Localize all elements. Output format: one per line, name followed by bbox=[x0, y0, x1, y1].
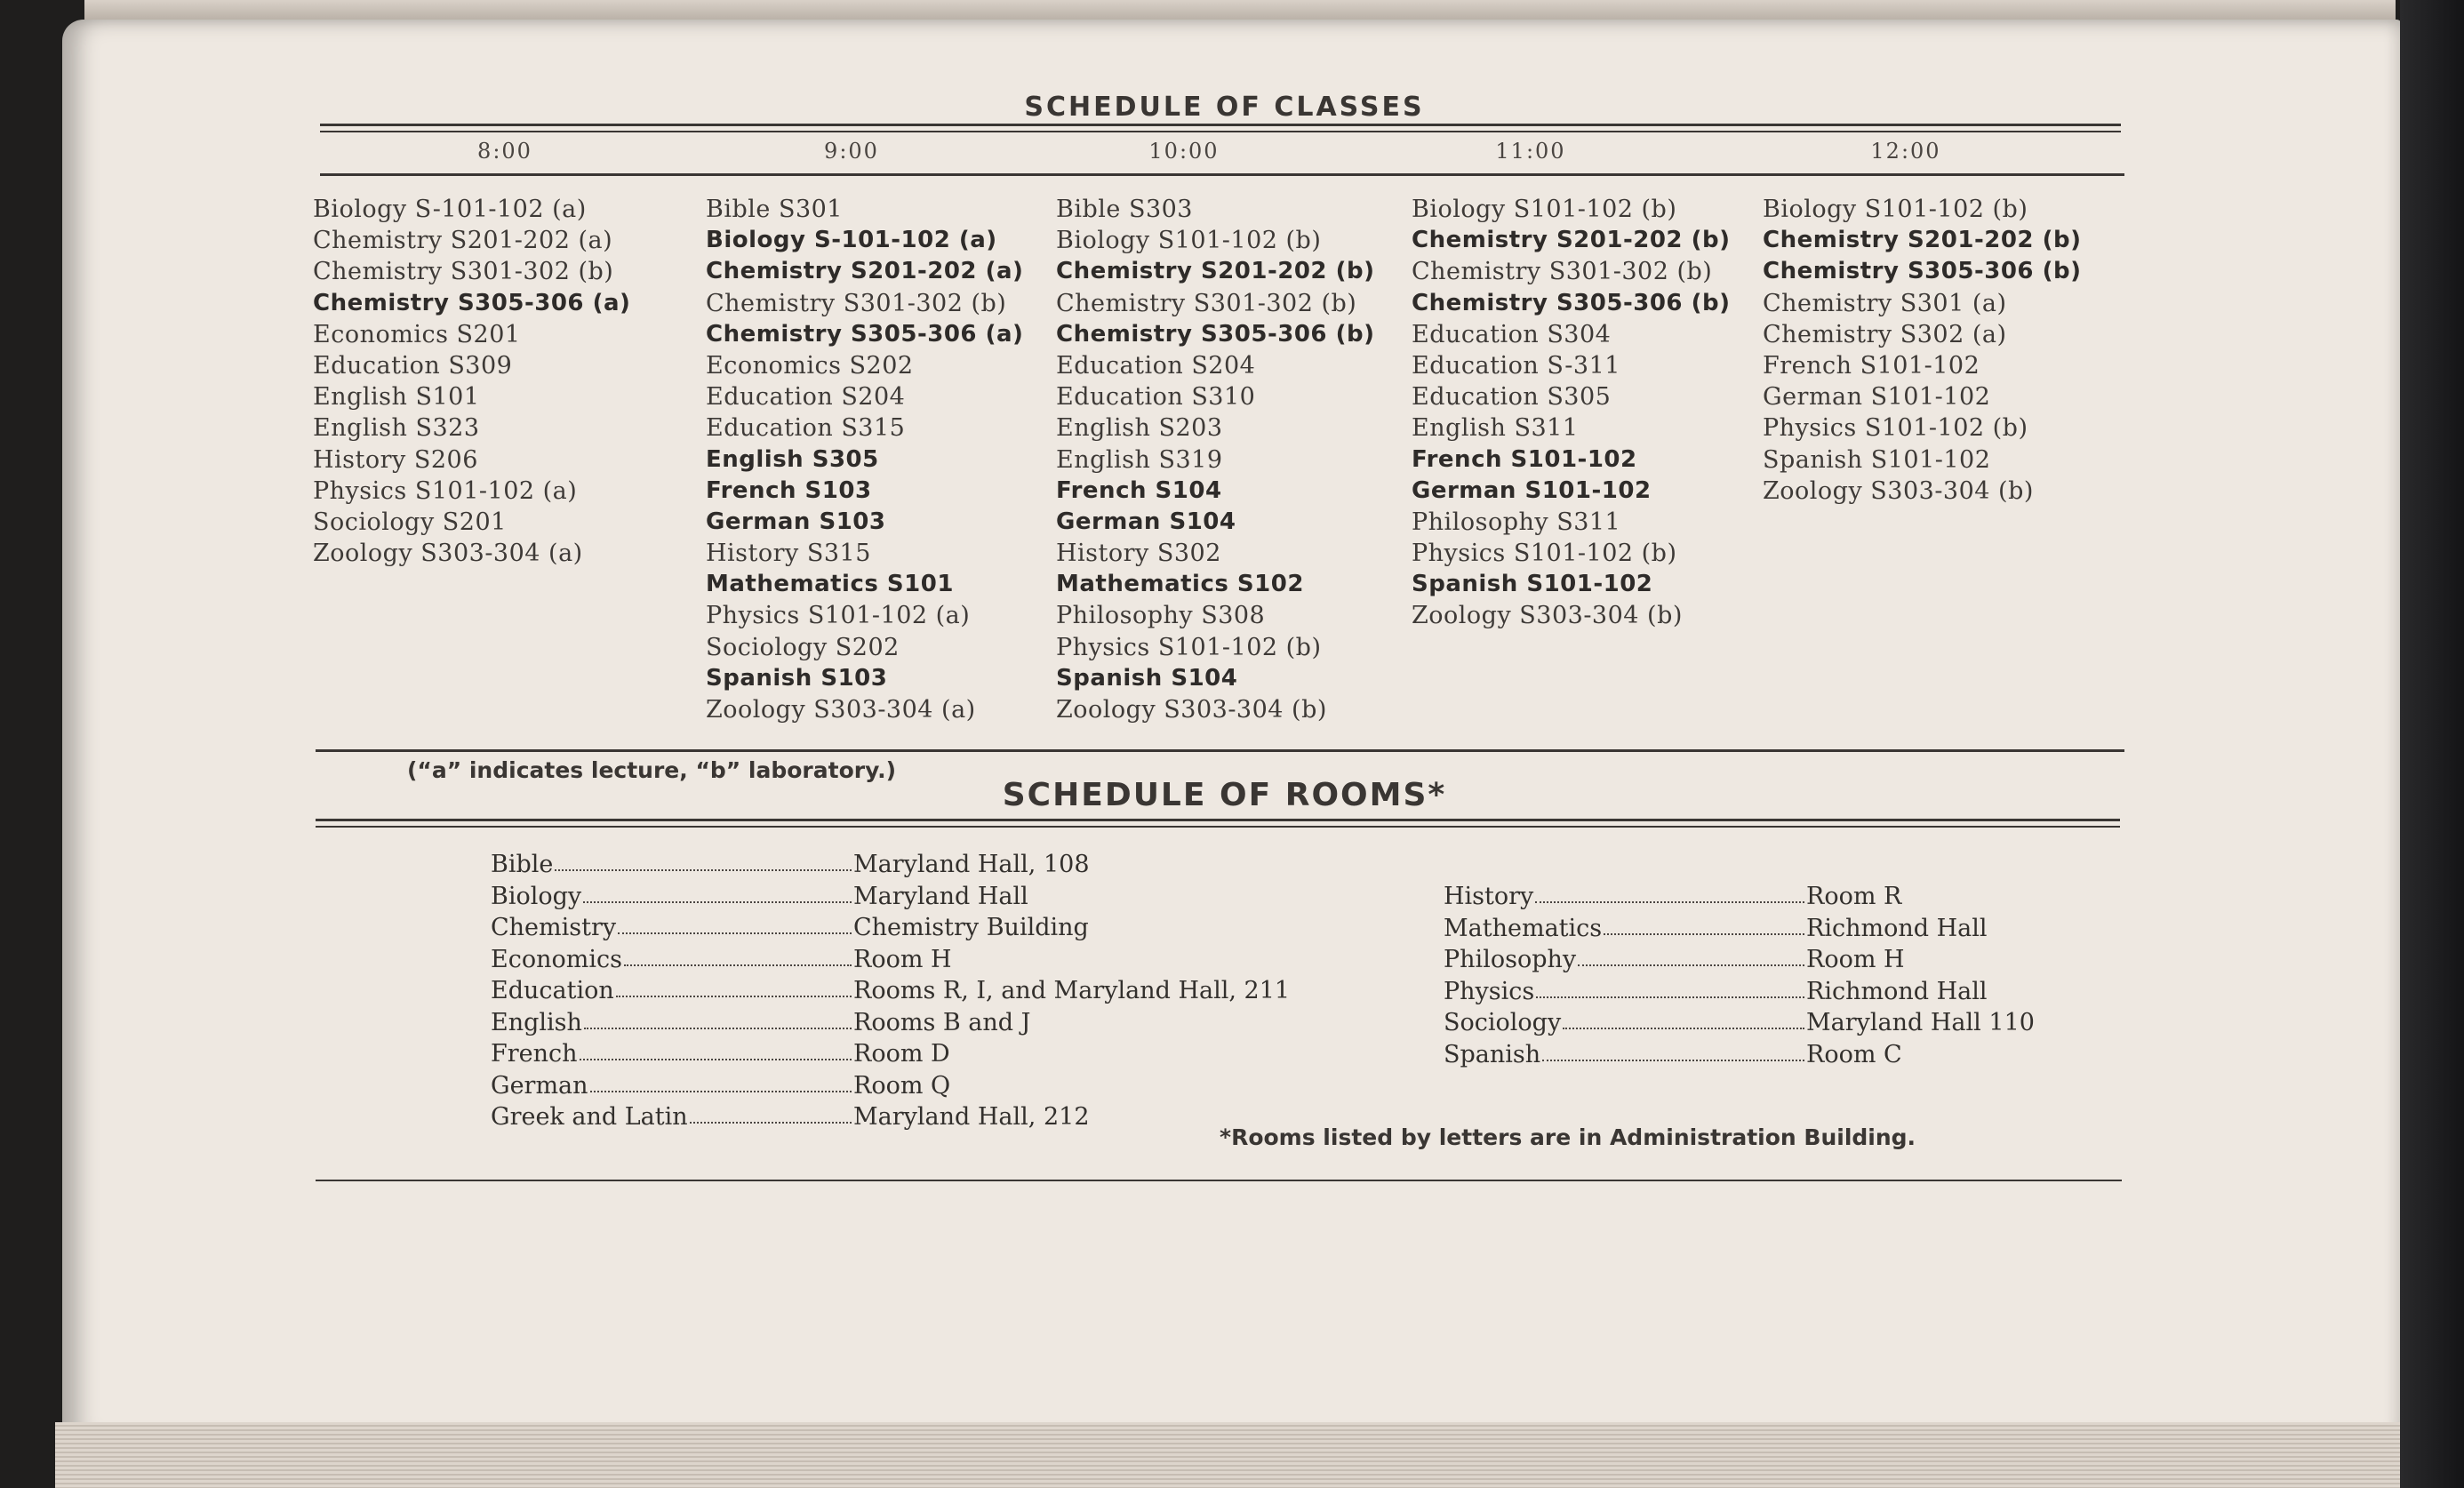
course-entry: Spanish S101-102 bbox=[1412, 571, 1653, 598]
dot-leader bbox=[555, 869, 852, 871]
course-entry: Chemistry S301-302 (b) bbox=[1412, 258, 1713, 286]
course-entry: Chemistry S305-306 (b) bbox=[1763, 258, 2082, 285]
room-subject: Sociology bbox=[1444, 1009, 1562, 1036]
course-entry: Spanish S101-102 bbox=[1763, 445, 1991, 474]
course-entry: French S101-102 bbox=[1763, 351, 1980, 380]
course-entry: German S101-102 bbox=[1412, 476, 1652, 504]
room-subject: French bbox=[491, 1040, 578, 1068]
dot-leader bbox=[624, 964, 852, 966]
course-entry: History S206 bbox=[313, 445, 478, 474]
room-location: Maryland Hall, 108 bbox=[853, 851, 1090, 878]
room-subject: Biology bbox=[491, 882, 582, 910]
course-entry: Bible S303 bbox=[1056, 196, 1193, 223]
course-entry: Zoology S303-304 (b) bbox=[1763, 476, 2034, 505]
room-subject: Bible bbox=[491, 851, 554, 878]
dot-leader bbox=[618, 932, 852, 934]
course-entry: Education S-311 bbox=[1412, 351, 1620, 380]
course-entry: Biology S-101-102 (a) bbox=[313, 196, 587, 223]
time-slot: 9:00 bbox=[824, 139, 879, 164]
room-location: Maryland Hall bbox=[853, 882, 1028, 910]
course-entry: Physics S101-102 (b) bbox=[1763, 414, 2028, 443]
room-row bbox=[1444, 976, 2428, 1008]
room-location: Room Q bbox=[853, 1071, 951, 1100]
course-entry: Chemistry S201-202 (b) bbox=[1763, 227, 2082, 254]
course-entry: Chemistry S305-306 (b) bbox=[1056, 320, 1375, 348]
rooms-title: SCHEDULE OF ROOMS* bbox=[1002, 777, 1447, 813]
rooms-top-rule-1 bbox=[316, 819, 2120, 821]
course-entry: English S323 bbox=[313, 414, 480, 443]
time-slot: 8:00 bbox=[477, 139, 532, 164]
course-entry: French S104 bbox=[1056, 476, 1222, 504]
course-entry: Chemistry S201-202 (b) bbox=[1412, 227, 1731, 254]
course-entry: French S103 bbox=[706, 476, 872, 504]
course-entry: Chemistry S201-202 (b) bbox=[1056, 258, 1375, 285]
course-entry: Philosophy S311 bbox=[1412, 508, 1621, 536]
dot-leader bbox=[580, 1059, 852, 1060]
dot-leader bbox=[1563, 1028, 1804, 1029]
room-row bbox=[1444, 1039, 2428, 1071]
room-location: Room R bbox=[1806, 883, 1902, 910]
room-location: Room C bbox=[1806, 1040, 1902, 1068]
course-entry: Physics S101-102 (a) bbox=[313, 476, 578, 505]
room-row bbox=[1444, 913, 2428, 945]
dot-leader bbox=[1604, 933, 1804, 935]
room-location: Maryland Hall 110 bbox=[1806, 1009, 2035, 1036]
course-entry: Spanish S104 bbox=[1056, 664, 1238, 692]
course-entry: Economics S202 bbox=[706, 351, 914, 380]
time-slot-header bbox=[320, 139, 2151, 171]
course-entry: Chemistry S301-302 (b) bbox=[313, 258, 614, 286]
course-entry: Education S304 bbox=[1412, 320, 1612, 348]
course-entry: Physics S101-102 (a) bbox=[706, 602, 971, 630]
course-entry: Zoology S303-304 (a) bbox=[706, 696, 976, 724]
room-location: Chemistry Building bbox=[853, 914, 1089, 941]
room-row bbox=[491, 912, 1476, 944]
course-entry: German S103 bbox=[706, 508, 886, 535]
course-entry: Zoology S303-304 (b) bbox=[1412, 602, 1683, 630]
class-column-12-00 bbox=[1763, 194, 2081, 507]
course-entry: English S305 bbox=[706, 445, 879, 473]
course-entry: Education S315 bbox=[706, 414, 906, 443]
course-entry: English S101 bbox=[313, 383, 480, 412]
course-entry: Sociology S202 bbox=[706, 633, 900, 661]
class-column-8-00 bbox=[313, 194, 630, 569]
course-entry: Bible S301 bbox=[706, 196, 843, 223]
dot-leader bbox=[690, 1122, 852, 1124]
room-location: Maryland Hall, 212 bbox=[853, 1103, 1090, 1131]
room-location: Room H bbox=[853, 945, 952, 973]
dot-leader bbox=[1542, 1060, 1804, 1061]
room-subject: Chemistry bbox=[491, 914, 617, 941]
classes-bottom-rule bbox=[316, 749, 2124, 752]
course-entry: Spanish S103 bbox=[706, 664, 888, 692]
course-entry: French S101-102 bbox=[1412, 445, 1637, 473]
course-entry: English S203 bbox=[1056, 414, 1223, 443]
room-subject: German bbox=[491, 1071, 588, 1100]
course-entry: Education S204 bbox=[706, 383, 906, 412]
room-location: Richmond Hall bbox=[1806, 914, 1988, 942]
course-entry: Biology S-101-102 (a) bbox=[706, 227, 997, 254]
course-entry: German S101-102 bbox=[1763, 383, 1991, 412]
time-slot: 12:00 bbox=[1870, 139, 1941, 164]
room-location: Rooms B and J bbox=[853, 1008, 1031, 1036]
course-entry: Chemistry S305-306 (b) bbox=[1412, 289, 1731, 316]
course-entry: Economics S201 bbox=[313, 320, 521, 348]
room-subject: Greek and Latin bbox=[491, 1103, 688, 1131]
class-column-11-00 bbox=[1412, 194, 1730, 632]
course-entry: Education S309 bbox=[313, 351, 513, 380]
time-slot: 10:00 bbox=[1148, 139, 1220, 164]
course-entry: Zoology S303-304 (b) bbox=[1056, 696, 1327, 724]
dot-leader bbox=[584, 1028, 852, 1029]
course-entry: Chemistry S201-202 (a) bbox=[706, 258, 1024, 285]
room-subject: Mathematics bbox=[1444, 914, 1603, 942]
time-slot: 11:00 bbox=[1495, 139, 1566, 164]
dot-leader bbox=[590, 1091, 852, 1092]
course-entry: Sociology S201 bbox=[313, 508, 507, 536]
room-subject: Education bbox=[491, 977, 614, 1004]
room-subject: English bbox=[491, 1008, 582, 1036]
room-row bbox=[491, 944, 1476, 976]
classes-top-rule-1 bbox=[320, 124, 2121, 126]
course-entry: Chemistry S301-302 (b) bbox=[1056, 289, 1357, 317]
course-entry: English S319 bbox=[1056, 445, 1223, 474]
course-entry: Zoology S303-304 (a) bbox=[313, 540, 583, 568]
room-row bbox=[1444, 881, 2428, 913]
course-entry: Physics S101-102 (b) bbox=[1412, 540, 1677, 568]
room-row bbox=[491, 1038, 1476, 1070]
course-entry: History S302 bbox=[1056, 540, 1221, 568]
time-header-rule bbox=[320, 173, 2124, 176]
classes-top-rule-2 bbox=[320, 131, 2121, 132]
course-entry: Mathematics S101 bbox=[706, 571, 954, 598]
lecture-lab-note: (“a” indicates lecture, “b” laboratory.) bbox=[407, 757, 896, 783]
class-column-10-00 bbox=[1056, 194, 1374, 725]
room-subject: Philosophy bbox=[1444, 946, 1577, 973]
course-entry: Chemistry S302 (a) bbox=[1763, 320, 2007, 348]
room-location: Room D bbox=[853, 1040, 950, 1068]
room-row bbox=[491, 1070, 1476, 1102]
classes-title: SCHEDULE OF CLASSES bbox=[1024, 92, 1425, 123]
course-entry: German S104 bbox=[1056, 508, 1236, 535]
room-subject: Economics bbox=[491, 945, 622, 973]
class-column-9-00 bbox=[706, 194, 1023, 725]
course-entry: English S311 bbox=[1412, 414, 1579, 443]
course-entry: History S315 bbox=[706, 540, 871, 568]
course-entry: Philosophy S308 bbox=[1056, 602, 1266, 630]
room-row bbox=[1444, 944, 2428, 976]
room-row bbox=[491, 849, 1476, 881]
room-row bbox=[1444, 1007, 2428, 1039]
course-entry: Education S310 bbox=[1056, 383, 1256, 412]
dot-leader bbox=[616, 996, 852, 997]
rooms-top-rule-2 bbox=[316, 826, 2120, 828]
room-row bbox=[491, 881, 1476, 913]
course-entry: Education S204 bbox=[1056, 351, 1256, 380]
dot-leader bbox=[1578, 964, 1804, 966]
room-location: Rooms R, I, and Maryland Hall, 211 bbox=[853, 977, 1291, 1004]
course-entry: Biology S101-102 (b) bbox=[1412, 196, 1677, 223]
dot-leader bbox=[1536, 996, 1804, 998]
room-subject: Physics bbox=[1444, 977, 1535, 1005]
room-subject: History bbox=[1444, 883, 1534, 910]
dot-leader bbox=[583, 901, 852, 903]
dot-leader bbox=[1535, 901, 1804, 903]
course-entry: Chemistry S301-302 (b) bbox=[706, 289, 1007, 317]
course-entry: Chemistry S305-306 (a) bbox=[706, 320, 1024, 348]
course-entry: Education S305 bbox=[1412, 383, 1612, 412]
room-location: Room H bbox=[1806, 946, 1905, 973]
room-row bbox=[491, 975, 1476, 1007]
course-entry: Physics S101-102 (b) bbox=[1056, 633, 1322, 661]
page-bottom-rule bbox=[316, 1180, 2122, 1181]
course-entry: Chemistry S201-202 (a) bbox=[313, 227, 613, 255]
course-entry: Chemistry S305-306 (a) bbox=[313, 289, 631, 316]
course-entry: Chemistry S301 (a) bbox=[1763, 289, 2007, 317]
course-entry: Mathematics S102 bbox=[1056, 571, 1304, 598]
room-row bbox=[491, 1007, 1476, 1039]
course-entry: Biology S101-102 (b) bbox=[1763, 196, 2028, 223]
course-entry: Biology S101-102 (b) bbox=[1056, 227, 1322, 255]
room-location: Richmond Hall bbox=[1806, 977, 1988, 1005]
rooms-footnote: *Rooms listed by letters are in Administration Building. bbox=[1220, 1124, 1916, 1150]
room-subject: Spanish bbox=[1444, 1040, 1541, 1068]
